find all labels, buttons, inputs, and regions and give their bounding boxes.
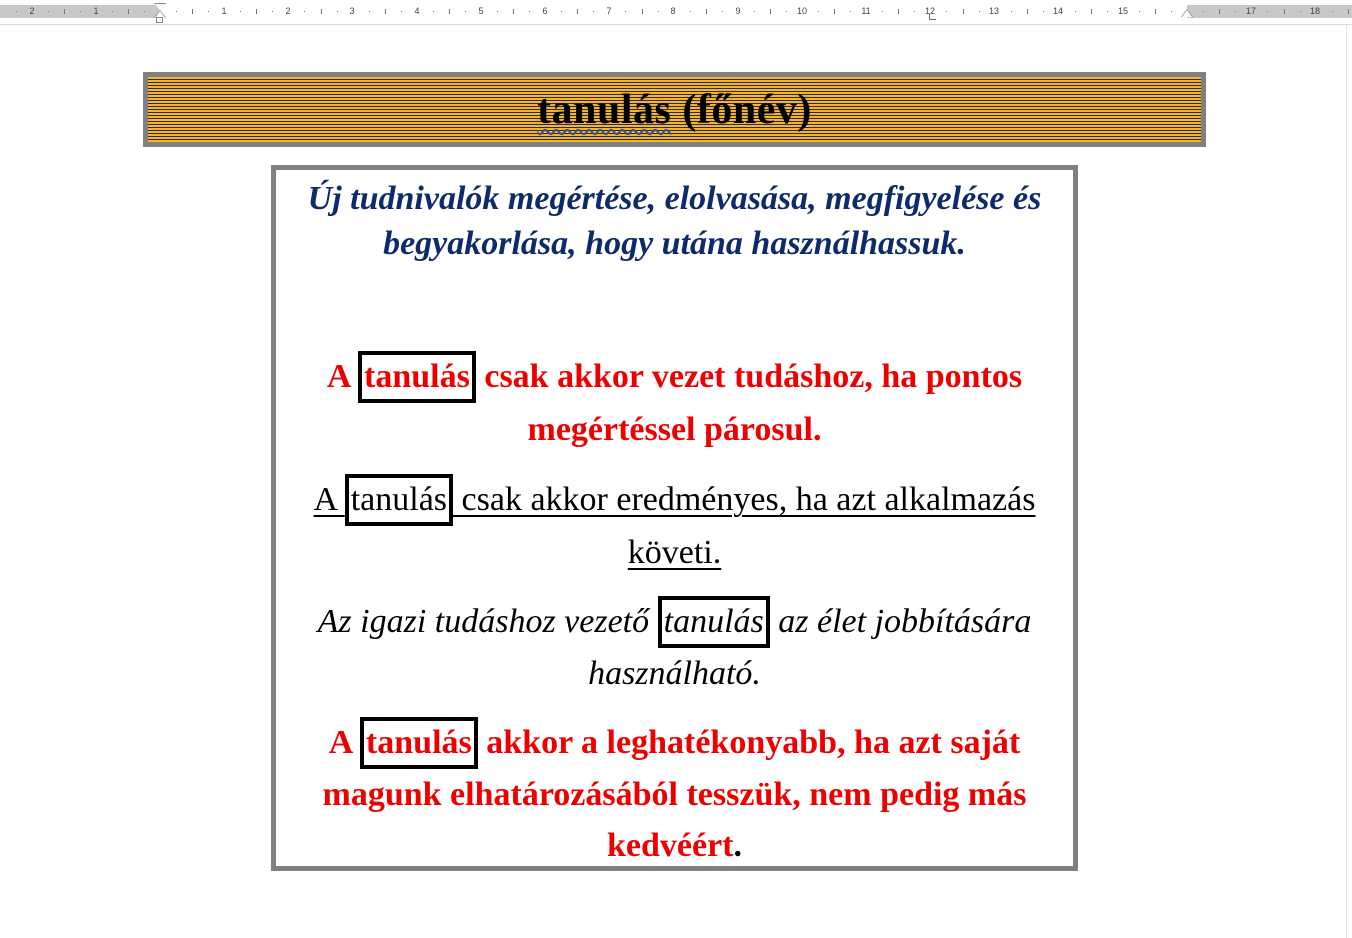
sentence-end-period: . bbox=[733, 827, 742, 864]
ruler-tick bbox=[401, 11, 402, 12]
ruler-tick bbox=[64, 9, 65, 14]
ruler-tick bbox=[1203, 11, 1204, 12]
ruler-tick bbox=[449, 9, 450, 14]
page-edge bbox=[1346, 25, 1347, 938]
ruler-tick bbox=[240, 11, 241, 12]
ruler-tick bbox=[1075, 11, 1076, 12]
ruler-number: 15 bbox=[1117, 6, 1129, 16]
example-text: csak akkor vezet tudáshoz, ha pontos megértéssel párosul. bbox=[475, 358, 1023, 448]
title-banner[interactable] bbox=[143, 72, 1206, 147]
content-frame[interactable] bbox=[271, 165, 1078, 871]
ruler-tick bbox=[192, 9, 193, 14]
ruler-tick bbox=[577, 9, 578, 14]
ruler-tick bbox=[1235, 11, 1236, 12]
example-text: csak akkor eredményes, ha azt alkalmazás követi. bbox=[453, 481, 1036, 571]
example-sentence-1[interactable] bbox=[276, 350, 1073, 456]
ruler-tick bbox=[834, 9, 835, 14]
ruler-tick bbox=[128, 9, 129, 14]
ruler-tick bbox=[1284, 9, 1285, 14]
ruler-tick bbox=[1300, 11, 1301, 12]
ruler-tick bbox=[208, 11, 209, 12]
ruler-tick bbox=[80, 11, 81, 12]
ruler-tick bbox=[272, 11, 273, 12]
ruler-number: 7 bbox=[606, 6, 612, 16]
ruler-tick bbox=[1027, 9, 1028, 14]
example-sentence-4[interactable] bbox=[276, 717, 1073, 871]
ruler-tick bbox=[465, 11, 466, 12]
tab-stop-marker[interactable] bbox=[929, 14, 936, 20]
ruler-tick bbox=[882, 11, 883, 12]
document-title[interactable] bbox=[537, 86, 812, 133]
ruler-number: 13 bbox=[988, 6, 1000, 16]
ruler-number: 1 bbox=[221, 6, 227, 16]
ruler-number: 9 bbox=[735, 6, 741, 16]
ruler-tick bbox=[914, 11, 915, 12]
ruler-tick bbox=[1219, 9, 1220, 14]
ruler-tick bbox=[497, 11, 498, 12]
ruler-tick bbox=[1332, 11, 1333, 12]
ruler-tick bbox=[1267, 11, 1268, 12]
example-text: Az igazi tudáshoz vezető bbox=[317, 603, 658, 640]
ruler-tick bbox=[112, 11, 113, 12]
ruler-tick bbox=[946, 11, 947, 12]
ruler-number: 11 bbox=[861, 6, 871, 16]
ruler-tick bbox=[513, 9, 514, 14]
ruler-number: 2 bbox=[29, 6, 35, 16]
title-word: tanulás bbox=[537, 86, 672, 133]
example-text: akkor a leghatékonyabb, ha azt saját magunk elhatározásából tesszük, nem pedig más kedvéért bbox=[322, 724, 1027, 864]
ruler-tick bbox=[337, 11, 338, 12]
ruler-tick bbox=[16, 11, 17, 12]
definition-paragraph[interactable]: Új tudnivalók megértése, elolvasása, megfigyelése és begyakorlása, hogy utána használhassuk. bbox=[307, 180, 1042, 262]
ruler-tick bbox=[529, 11, 530, 12]
ruler-number: 18 bbox=[1309, 6, 1321, 16]
ruler-number: 1 bbox=[93, 6, 99, 16]
example-sentence-2[interactable] bbox=[276, 473, 1073, 579]
ruler-tick bbox=[690, 11, 691, 12]
ruler-tick bbox=[786, 11, 787, 12]
ruler-number: 12 bbox=[924, 6, 936, 16]
example-sentence-3[interactable] bbox=[276, 596, 1073, 700]
ruler-tick bbox=[593, 11, 594, 12]
ruler-strip bbox=[0, 5, 1352, 18]
ruler-number: 5 bbox=[478, 6, 484, 16]
ruler-number: 6 bbox=[542, 6, 548, 16]
example-text: az élet jobbítására használható. bbox=[588, 603, 1032, 692]
ruler-tick bbox=[561, 11, 562, 12]
ruler-tick bbox=[256, 9, 257, 14]
example-text: A bbox=[313, 481, 345, 518]
ruler-tick bbox=[770, 9, 771, 14]
ruler-tick bbox=[642, 9, 643, 14]
ruler-tick bbox=[385, 9, 386, 14]
ruler-tick bbox=[850, 11, 851, 12]
keyword-box: tanulás bbox=[358, 351, 476, 403]
ruler-tick bbox=[722, 11, 723, 12]
ruler-number: 14 bbox=[1052, 6, 1064, 16]
ruler-tick bbox=[176, 11, 177, 12]
ruler-tick bbox=[304, 11, 305, 12]
keyword-box: tanulás bbox=[345, 474, 453, 526]
ruler-tick bbox=[321, 9, 322, 14]
ruler-number: 17 bbox=[1245, 6, 1257, 16]
example-text: A bbox=[326, 358, 359, 395]
ruler-tick bbox=[898, 9, 899, 14]
ruler-right-margin bbox=[1187, 5, 1352, 18]
ruler-tick bbox=[1155, 9, 1156, 14]
example-text: A bbox=[328, 724, 360, 761]
ruler-tick bbox=[48, 11, 49, 12]
ruler-tick bbox=[1348, 9, 1349, 14]
ruler-tick bbox=[1107, 11, 1108, 12]
ruler-tick bbox=[369, 11, 370, 12]
keyword-box: tanulás bbox=[360, 717, 478, 769]
ruler-tick bbox=[818, 11, 819, 12]
ruler-tick bbox=[963, 9, 964, 14]
ruler-tick bbox=[754, 11, 755, 12]
ruler-number: 3 bbox=[349, 6, 355, 16]
title-rest: (főnév) bbox=[671, 86, 812, 133]
ruler-number: 2 bbox=[285, 6, 291, 16]
horizontal-ruler[interactable] bbox=[0, 0, 1352, 25]
ruler-tick bbox=[1043, 11, 1044, 12]
ruler-tick bbox=[1091, 9, 1092, 14]
ruler-tick bbox=[1171, 11, 1172, 12]
ruler-number: 8 bbox=[670, 6, 676, 16]
ruler-tick bbox=[979, 11, 980, 12]
ruler-tick bbox=[144, 11, 145, 12]
ruler-tick bbox=[433, 11, 434, 12]
left-indent-marker[interactable] bbox=[156, 17, 163, 23]
ruler-number: 10 bbox=[796, 6, 808, 16]
ruler-tick bbox=[706, 9, 707, 14]
keyword-box: tanulás bbox=[658, 596, 770, 648]
ruler-tick bbox=[1139, 11, 1140, 12]
ruler-tick bbox=[658, 11, 659, 12]
ruler-number: 4 bbox=[414, 6, 420, 16]
ruler-tick bbox=[1011, 11, 1012, 12]
right-indent-marker-fill bbox=[1182, 10, 1192, 17]
ruler-tick bbox=[625, 11, 626, 12]
